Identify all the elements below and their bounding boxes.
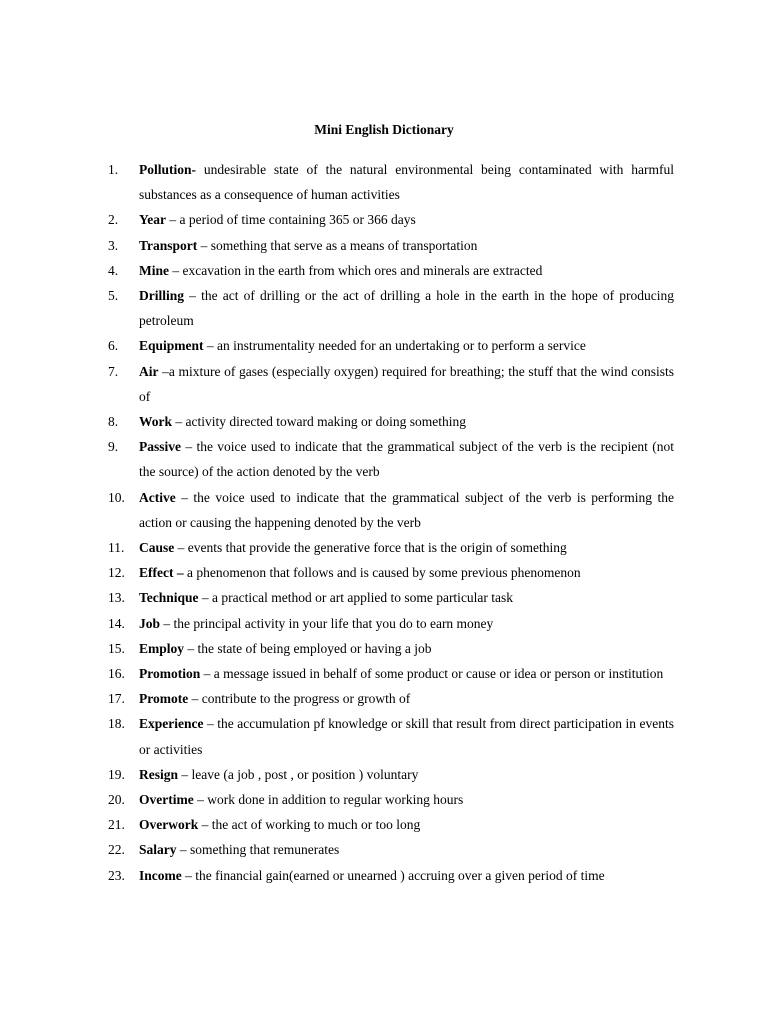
entry-text — [139, 535, 674, 560]
entry-definition: a phenomenon that follows and is caused by some previous phenomenon — [183, 565, 581, 581]
dictionary-entry — [108, 283, 674, 333]
entry-term: Work — [139, 414, 173, 430]
entry-number: 11. — [108, 540, 125, 556]
dictionary-entry — [108, 333, 674, 358]
entry-text — [139, 611, 674, 636]
entry-text — [139, 283, 674, 333]
entry-number: 17. — [108, 691, 125, 707]
entry-term: Transport — [139, 237, 198, 253]
entry-term: Overwork — [139, 817, 199, 833]
entry-number: 6. — [108, 338, 119, 354]
entry-text — [139, 863, 674, 888]
entry-number: 4. — [108, 262, 119, 278]
entry-definition: – leave (a job , post , or position ) voluntary — [178, 766, 419, 782]
entry-number: 18. — [108, 716, 125, 732]
dictionary-entry — [108, 585, 674, 610]
entry-number: 7. — [108, 363, 119, 379]
dictionary-entry — [108, 535, 674, 560]
dictionary-entry — [108, 233, 674, 258]
entry-text — [139, 711, 674, 761]
entry-term: Salary — [139, 842, 177, 858]
dictionary-entry — [108, 837, 674, 862]
dictionary-entry — [108, 762, 674, 787]
entry-definition: – the voice used to indicate that the grammatical subject of the verb is performing the action or causing the happening denoted by the verb — [139, 489, 674, 530]
entry-term: Experience — [139, 716, 204, 732]
entry-definition: –a mixture of gases (especially oxygen) required for breathing; the stuff that the wind consists of — [139, 363, 674, 404]
entry-number: 3. — [108, 237, 119, 253]
entry-number: 20. — [108, 792, 125, 808]
dictionary-entry — [108, 359, 674, 409]
entry-term: Air — [139, 363, 159, 379]
dictionary-entry — [108, 787, 674, 812]
entry-term: Job — [139, 615, 161, 631]
entry-term: Drilling — [139, 288, 185, 304]
entry-number: 10. — [108, 489, 125, 505]
entry-definition: undesirable state of the natural environmental being contaminated with harmful substances as a consequence of human activities — [139, 162, 674, 203]
entry-definition: – something that remunerates — [176, 842, 340, 858]
entry-definition: – the accumulation pf knowledge or skill that result from direct participation in events or activities — [139, 716, 674, 757]
entry-text — [139, 787, 674, 812]
entry-term: Employ — [139, 640, 185, 656]
entry-text — [139, 585, 674, 610]
dictionary-list — [108, 157, 674, 888]
entry-definition: – a period of time containing 365 or 366 days — [166, 212, 416, 228]
entry-text — [139, 207, 674, 232]
entry-text — [139, 333, 674, 358]
entry-definition: – work done in addition to regular working hours — [193, 792, 464, 808]
entry-text — [139, 837, 674, 862]
entry-definition: – contribute to the progress or growth of — [188, 691, 411, 707]
entry-term: Promotion — [139, 666, 201, 682]
entry-definition: – a practical method or art applied to some particular task — [198, 590, 514, 606]
page-title: Mini English Dictionary — [314, 122, 454, 137]
entry-term: Cause — [139, 540, 175, 556]
entry-text — [139, 409, 674, 434]
entry-definition: – an instrumentality needed for an undertaking or to perform a service — [203, 338, 586, 354]
dictionary-entry — [108, 686, 674, 711]
entry-text — [139, 233, 674, 258]
entry-definition: – the act of working to much or too long — [198, 817, 421, 833]
dictionary-entry — [108, 207, 674, 232]
entry-definition: – the act of drilling or the act of drilling a hole in the earth in the hope of producing petroleum — [139, 288, 674, 329]
entry-term: Overtime — [139, 792, 194, 808]
entry-definition: – something that serve as a means of transportation — [197, 237, 478, 253]
entry-number: 22. — [108, 842, 125, 858]
entry-text — [139, 485, 674, 535]
entry-definition: – the state of being employed or having a job — [184, 640, 432, 656]
entry-number: 5. — [108, 288, 119, 304]
entry-text — [139, 812, 674, 837]
entry-number: 23. — [108, 867, 125, 883]
entry-term: Technique — [139, 590, 199, 606]
entry-definition: – a message issued in behalf of some product or cause or idea or person or institution — [200, 666, 664, 682]
entry-number: 15. — [108, 640, 125, 656]
entry-definition: – activity directed toward making or doing something — [172, 414, 466, 430]
dictionary-entry — [108, 258, 674, 283]
dictionary-entry — [108, 434, 674, 484]
entry-term: Year — [139, 212, 166, 228]
entry-number: 14. — [108, 615, 125, 631]
entry-term: Income — [139, 867, 182, 883]
dictionary-entry — [108, 409, 674, 434]
entry-number: 12. — [108, 565, 125, 581]
entry-definition: – the principal activity in your life that you do to earn money — [160, 615, 494, 631]
entry-text — [139, 258, 674, 283]
entry-text — [139, 661, 674, 686]
entry-term: Active — [139, 489, 176, 505]
entry-text — [139, 762, 674, 787]
entry-number: 1. — [108, 162, 119, 177]
entry-text — [139, 686, 674, 711]
entry-definition: – events that provide the generative force that is the origin of something — [174, 540, 567, 556]
entry-text — [139, 434, 674, 484]
entry-term: Mine — [139, 262, 169, 278]
dictionary-entry — [108, 863, 674, 888]
entry-number: 9. — [108, 439, 119, 455]
entry-number: 19. — [108, 766, 125, 782]
dictionary-entry — [108, 611, 674, 636]
dictionary-entry — [108, 157, 674, 207]
entry-number: 16. — [108, 666, 125, 682]
entry-term: Promote — [139, 691, 189, 707]
entry-term: Resign — [139, 766, 179, 782]
entry-text — [139, 157, 674, 207]
entry-definition: – the voice used to indicate that the grammatical subject of the verb is the recipient (not the source) of the action denoted by the verb — [139, 439, 674, 480]
dictionary-entry — [108, 560, 674, 585]
entry-number: 2. — [108, 212, 119, 228]
dictionary-entry — [108, 636, 674, 661]
entry-definition: – the financial gain(earned or unearned ) accruing over a given period of time — [181, 867, 605, 883]
entry-term: Passive — [139, 439, 181, 455]
entry-text — [139, 636, 674, 661]
dictionary-entry — [108, 711, 674, 761]
entry-term: Effect – — [139, 565, 184, 581]
entry-number: 21. — [108, 817, 125, 833]
entry-definition: – excavation in the earth from which ores and minerals are extracted — [169, 262, 543, 278]
entry-term: Equipment — [139, 338, 204, 354]
entry-number: 13. — [108, 590, 125, 606]
entry-number: 8. — [108, 414, 119, 430]
entry-text — [139, 359, 674, 409]
entry-term: Pollution- — [139, 162, 197, 177]
entry-text — [139, 560, 674, 585]
dictionary-entry — [108, 812, 674, 837]
dictionary-entry — [108, 485, 674, 535]
dictionary-entry — [108, 661, 674, 686]
